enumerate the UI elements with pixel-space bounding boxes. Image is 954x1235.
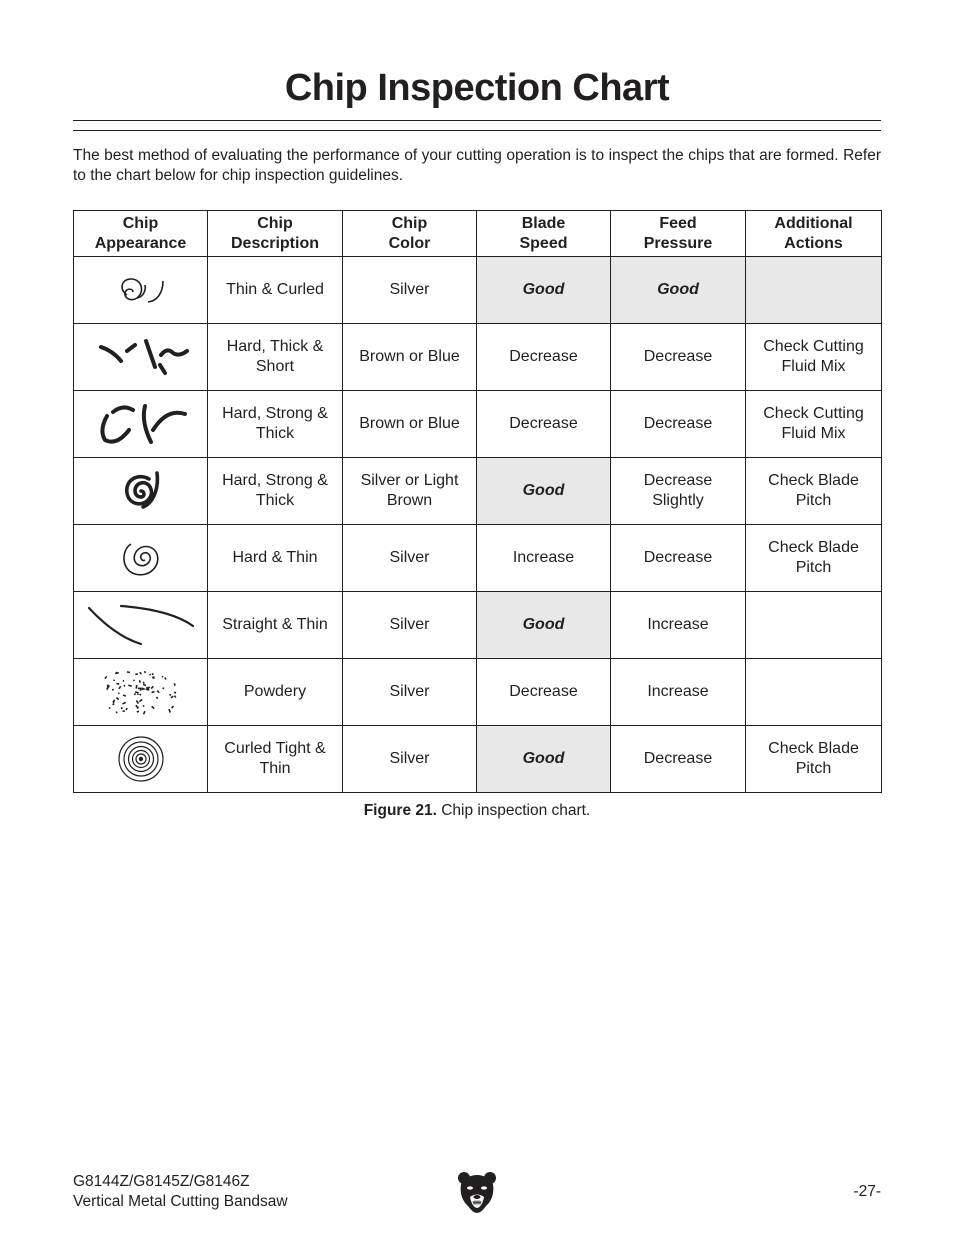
cell-text-line: Thick [255, 425, 295, 442]
blade-speed-cell [477, 458, 611, 525]
header-chip-color: Chip Color [343, 211, 477, 257]
feed-pressure-cell [611, 525, 746, 592]
feed-pressure-cell [611, 659, 746, 726]
cell-text-line: Thin [259, 760, 291, 777]
hard-thick-short-chip-icon [91, 337, 191, 377]
cell-text-line: Slightly [652, 492, 704, 509]
cell-text-line: Brown or Blue [359, 348, 460, 365]
cell-text-line: Increase [512, 549, 575, 566]
cell-text-line: Silver [389, 750, 430, 767]
cell-text-line: Decrease [643, 549, 713, 566]
cell-text-line: Pitch [795, 492, 832, 509]
chip-description-cell [208, 592, 343, 659]
straight-thin-chip-icon [85, 602, 197, 648]
additional-actions-cell [746, 324, 882, 391]
table-row [74, 525, 882, 592]
cell-text-line: Curled Tight & [224, 740, 326, 757]
additional-actions-cell [746, 525, 882, 592]
table-header-row [74, 211, 882, 257]
cell-text-line: Check Blade [768, 472, 859, 489]
chip-color-cell [343, 525, 477, 592]
chip-appearance-cell [74, 324, 208, 391]
powdery-chip-icon [101, 668, 181, 716]
cell-text-line: Decrease [643, 415, 713, 432]
chip-description-cell [208, 458, 343, 525]
header-feed-pressure: Feed Pressure [611, 211, 746, 257]
chip-description-cell [208, 324, 343, 391]
table-row [74, 391, 882, 458]
cell-text-line: Decrease [509, 683, 578, 700]
cell-text-line: Good [522, 616, 565, 633]
blade-speed-cell [477, 525, 611, 592]
chip-appearance-cell [74, 659, 208, 726]
blade-speed-cell [477, 726, 611, 793]
cell-text-line: Silver [389, 616, 430, 633]
cell-text-line: Decrease [509, 415, 578, 432]
table-row [74, 592, 882, 659]
cell-text-line: Straight & Thin [222, 616, 328, 633]
feed-pressure-cell [611, 726, 746, 793]
chip-color-cell [343, 391, 477, 458]
page-title: Chip Inspection Chart [284, 67, 670, 109]
table-row [74, 324, 882, 391]
cell-text-line: Check Blade [768, 539, 859, 556]
chip-description-cell [208, 726, 343, 793]
additional-actions-cell [746, 592, 882, 659]
cell-text-line: Hard & Thin [232, 549, 318, 566]
table-row [74, 726, 882, 793]
blade-speed-cell [477, 324, 611, 391]
cell-text-line: Good [522, 482, 565, 499]
page-number: -27- [853, 1183, 881, 1200]
chip-description-cell [208, 659, 343, 726]
thin-curled-chip-icon [113, 273, 169, 307]
chip-appearance-cell [74, 592, 208, 659]
chip-color-cell [343, 324, 477, 391]
cell-text-line: Silver [389, 683, 430, 700]
footer-product-name: Vertical Metal Cutting Bandsaw [73, 1193, 288, 1210]
blade-speed-cell [477, 592, 611, 659]
additional-actions-cell [746, 726, 882, 793]
cell-text-line: Short [255, 358, 295, 375]
cell-text-line: Silver or Light [360, 472, 459, 489]
chip-color-cell [343, 726, 477, 793]
table-body [74, 257, 882, 793]
chip-appearance-cell [74, 525, 208, 592]
cell-text-line: Hard, Thick & [226, 338, 324, 355]
cell-text-line: Check Blade [768, 740, 859, 757]
cell-text-line: Pitch [795, 760, 832, 777]
title-rule-bottom [73, 130, 881, 131]
cell-text-line: Powdery [243, 683, 307, 700]
footer-model-numbers: G8144Z/G8145Z/G8146Z [73, 1173, 250, 1190]
additional-actions-cell [746, 257, 882, 324]
chip-appearance-cell [74, 257, 208, 324]
title-rule-top [73, 120, 881, 121]
feed-pressure-cell [611, 458, 746, 525]
chip-color-cell [343, 659, 477, 726]
cell-text-line: Thin & Curled [226, 281, 324, 298]
blade-speed-cell [477, 391, 611, 458]
blade-speed-cell [477, 659, 611, 726]
cell-text-line: Decrease [643, 348, 713, 365]
cell-text-line: Good [522, 281, 565, 298]
cell-text-line: Silver [389, 549, 430, 566]
cell-text-line: Decrease [643, 472, 713, 489]
header-chip-appearance: Chip Appearance [74, 211, 208, 257]
cell-text-line: Increase [647, 683, 709, 700]
cell-text-line: Fluid Mix [781, 358, 846, 375]
chip-appearance-cell [74, 726, 208, 793]
additional-actions-cell [746, 391, 882, 458]
cell-text-line: Check Cutting [763, 405, 864, 422]
cell-text-line: Hard, Strong & [222, 472, 328, 489]
feed-pressure-cell [611, 592, 746, 659]
feed-pressure-cell [611, 391, 746, 458]
feed-pressure-cell [611, 257, 746, 324]
additional-actions-cell [746, 659, 882, 726]
chip-color-cell [343, 458, 477, 525]
cell-text-line: Decrease [643, 750, 713, 767]
blade-speed-cell [477, 257, 611, 324]
cell-text-line: Check Cutting [763, 338, 864, 355]
cell-text-line: Brown or Blue [359, 415, 460, 432]
header-additional-actions: Additional Actions [746, 211, 882, 257]
feed-pressure-cell [611, 324, 746, 391]
cell-text-line: Pitch [795, 559, 832, 576]
curled-tight-thin-chip-icon [117, 735, 165, 783]
header-blade-speed: Blade Speed [477, 211, 611, 257]
cell-text-line: Silver [389, 281, 430, 298]
cell-text-line: Fluid Mix [781, 425, 846, 442]
chip-appearance-cell [74, 458, 208, 525]
chip-description-cell [208, 257, 343, 324]
figure-caption: Figure 21. Chip inspection chart. [363, 802, 591, 819]
bear-head-logo-icon [457, 1170, 497, 1214]
chip-color-cell [343, 592, 477, 659]
chip-appearance-cell [74, 391, 208, 458]
chip-color-cell [343, 257, 477, 324]
cell-text-line: Hard, Strong & [222, 405, 328, 422]
chip-description-cell [208, 391, 343, 458]
cell-text-line: Decrease [509, 348, 578, 365]
table-row [74, 257, 882, 324]
additional-actions-cell [746, 458, 882, 525]
cell-text-line: Good [657, 281, 699, 298]
intro-paragraph: The best method of evaluating the performance of your cutting operation is to inspect the chips that are formed. Refer to the chart below for chip inspection guidelines. [73, 147, 881, 184]
table-row [74, 659, 882, 726]
header-chip-description: Chip Description [208, 211, 343, 257]
hard-thin-spiral-chip-icon [117, 536, 165, 580]
thick-coiled-chip-icon [119, 469, 163, 513]
cell-text-line: Brown [386, 492, 433, 509]
chip-inspection-table [73, 210, 882, 793]
cell-text-line: Good [522, 750, 565, 767]
table-row [74, 458, 882, 525]
hard-strong-thick-chip-icon [93, 400, 189, 448]
footer-model-info [73, 1172, 288, 1212]
chip-description-cell [208, 525, 343, 592]
cell-text-line: Thick [255, 492, 295, 509]
cell-text-line: Increase [647, 616, 709, 633]
